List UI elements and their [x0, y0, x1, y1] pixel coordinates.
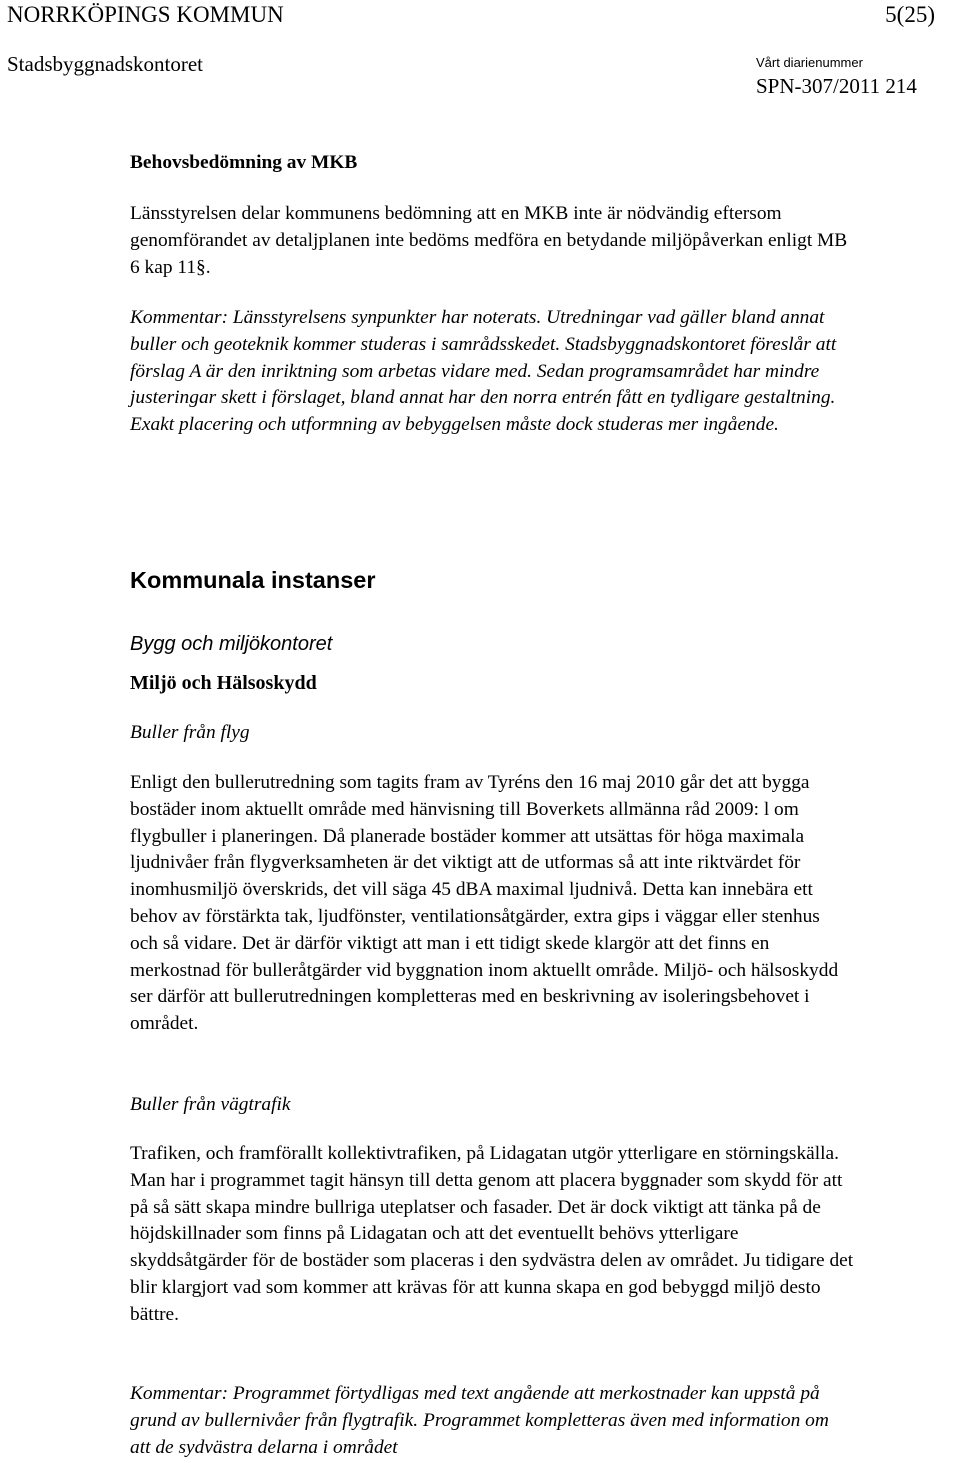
page-number: 5(25) — [885, 2, 935, 27]
comment-programmet — [130, 1381, 852, 1461]
comment-lansstyrelsen — [130, 305, 848, 439]
paragraph-lansstyrelsen — [130, 201, 850, 281]
comment-text: Kommentar: Länsstyrelsens synpunkter har noterats. Utredningar vad gäller bland annat buller och geoteknik kommer studeras i samrådsskedet. Stadsbyggnadskontoret föreslår att förslag A är den inriktning som arbetas vidare med. Sedan programsamrådet har mindre justeringar skett i förslaget, bland annat har den norra entrén fått en tydligare gestaltning. Exakt placering och utformning av bebyggelsen måste dock studeras mer ingående. — [130, 307, 837, 436]
heading-bygg-och-miljokontoret: Bygg och miljökontoret — [130, 633, 333, 655]
section-heading-kommunala — [130, 565, 930, 595]
unit-heading — [130, 670, 930, 696]
topic-heading-flyg — [130, 720, 930, 747]
diary-number: SPN-307/2011 214 — [756, 74, 917, 98]
paragraph-text: Länsstyrelsen delar kommunens bedömning att en MKB inte är nödvändig eftersom genomförandet av detaljplanen inte bedöms medföra en betydande miljöpåverkan enligt MB 6 kap 11§. — [130, 203, 848, 278]
heading-behovsbedomning: Behovsbedömning av MKB — [130, 152, 358, 173]
topic-heading-vagtrafik — [130, 1092, 930, 1119]
organization-name: NORRKÖPINGS KOMMUN — [7, 2, 284, 27]
section-heading-mkb — [130, 150, 930, 177]
paragraph-text: Trafiken, och framförallt kollektivtrafiken, på Lidagatan utgör ytterligare en störningskälla. Man har i programmet tagit hänsyn till detta genom att placera byggnader som skydd för att på så sätt skapa mindre bullriga uteplatser och fasader. Det är dock viktigt att tänka på de höjdskillnader som finns på Lidagatan och att det eventuellt behövs ytterligare skyddsåtgärder för de bostäder som placeras i den sydvästra delen av området. Ju tidigare det blir klargjort vad som kommer att krävas för att kunna skapa en god bebyggd miljö desto bättre. — [130, 1143, 854, 1325]
diary-number-label: Vårt diarienummer — [756, 55, 863, 70]
paragraph-text: Enligt den bullerutredning som tagits fram av Tyréns den 16 maj 2010 går det att bygga bostäder inom aktuellt område med hänvisning till Boverkets allmänna råd 2009: l om flygbuller i planeringen. Då planerade bostäder kommer att utsättas för höga maximala ljudnivåer från flygverksamheten är det viktigt att de utformas så att inte riktvärdet för inomhusmiljö överskrids, det vill säga 45 dBA maximal ljudnivå. Detta kan innebära ett behov av förstärkta tak, ljudfönster, ventilationsåtgärder, extra gips i väggar eller stenhus och så vidare. Det är därför viktigt att man i ett tidigt skede klargör att det finns en merkostnad för bulleråtgärder vid byggnation inom aktuellt område. Miljö- och hälsoskydd ser därför att bullerutredningen kompletteras med en beskrivning av isoleringsbehovet i området. — [130, 772, 839, 1035]
heading-miljo-och-halsoskydd: Miljö och Hälsoskydd — [130, 672, 317, 694]
office-heading — [130, 631, 930, 657]
department-name: Stadsbyggnadskontoret — [7, 52, 203, 76]
heading-buller-fran-vagtrafik: Buller från vägtrafik — [130, 1094, 291, 1115]
paragraph-buller-flyg — [130, 770, 848, 1038]
paragraph-buller-vagtrafik — [130, 1141, 855, 1329]
heading-kommunala-instanser: Kommunala instanser — [130, 567, 376, 593]
comment-text: Kommentar: Programmet förtydligas med text angående att merkostnader kan uppstå på grund av bullernivåer från flygtrafik. Programmet kompletteras även med information om att de sydvästra delarna i området — [130, 1383, 829, 1458]
heading-buller-fran-flyg: Buller från flyg — [130, 722, 250, 743]
